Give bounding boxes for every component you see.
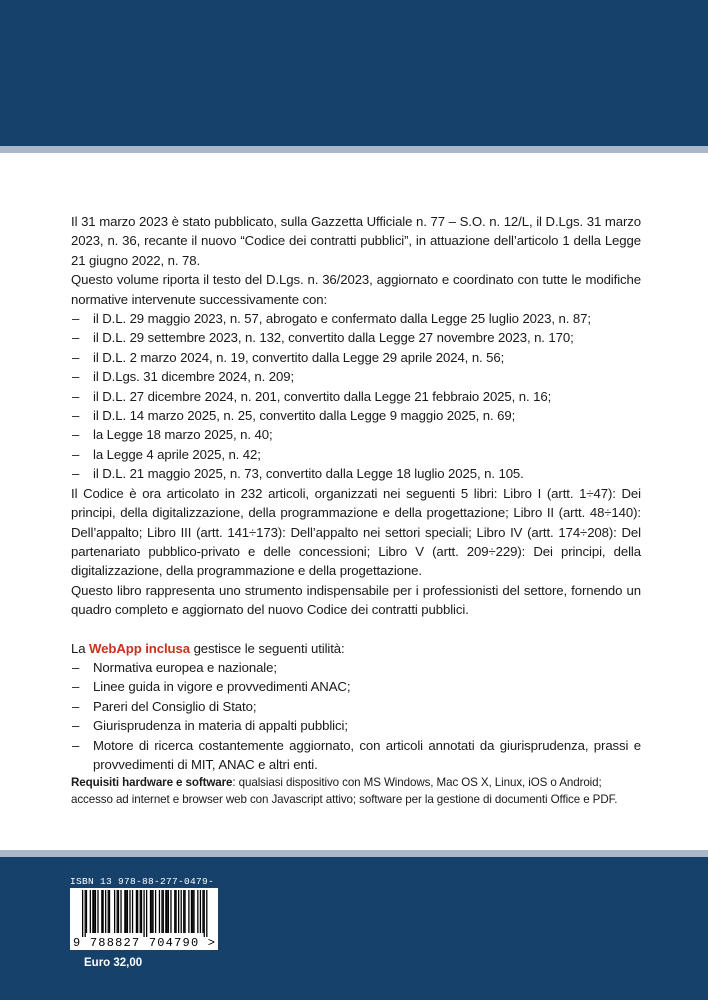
barcode-bar: [202, 890, 203, 933]
barcode-bar: [127, 890, 128, 933]
barcode-bar: [178, 890, 179, 933]
webapp-list: [71, 658, 641, 774]
barcode-bar: [90, 890, 91, 933]
barcode-bar: [152, 890, 153, 933]
barcode-bar: [86, 890, 87, 933]
barcode-digits: 9 788827 704790 >: [73, 936, 215, 950]
barcode-bar: [168, 890, 169, 933]
list-item: – il D.L. 14 marzo 2025, n. 25, convertito dalla Legge 9 maggio 2025, n. 69;: [71, 406, 641, 425]
barcode-bar: [92, 890, 93, 933]
bottom-divider-stripe: [0, 850, 708, 857]
webapp-suffix: gestisce le seguenti utilità:: [190, 640, 345, 656]
barcode-bar: [163, 890, 164, 933]
list-item: – il D.Lgs. 31 dicembre 2024, n. 209;: [71, 367, 641, 386]
barcode-bar: [192, 890, 193, 933]
barcode-bar: [184, 890, 185, 933]
barcode-bar: [143, 890, 144, 937]
barcode-bar: [150, 890, 151, 933]
back-cover-text: [71, 212, 641, 808]
barcode-bar: [141, 890, 142, 933]
barcode: [70, 888, 218, 950]
intro-paragraph: Il 31 marzo 2023 è stato pubblicato, sulla Gazzetta Ufficiale n. 77 – S.O. n. 12/L, il D.Lgs. 31 marzo 2023, n. 36, recante il nuovo “Codice dei contratti pubblici”, in attuazione dell’articolo 1 della Legge 21 giugno 2022, n. 78.: [71, 214, 641, 268]
barcode-bar: [105, 890, 106, 933]
barcode-bar: [126, 890, 127, 933]
barcode-bar: [118, 890, 119, 933]
barcode-bar: [181, 890, 182, 933]
list-item: – la Legge 18 marzo 2025, n. 40;: [71, 425, 641, 444]
barcode-bar: [124, 890, 125, 933]
barcode-bar: [159, 890, 160, 933]
barcode-bar: [109, 890, 110, 933]
barcode-bar: [102, 890, 103, 933]
barcode-graphic: [70, 888, 218, 950]
barcode-bar: [206, 890, 207, 937]
barcode-bar: [108, 890, 109, 933]
barcode-bar: [117, 890, 118, 933]
structure-paragraph: Il Codice è ora articolato in 232 articoli, organizzati nei seguenti 5 libri: Libro I (artt. 1÷47): Dei principi, della digitalizzazione, della programmazione e della progettazione; Libro II (artt. 48÷140): Dell’appalto; Libro III (artt. 141÷173): Dell’appalto nei settori speciali; Libro IV (artt. 174÷208): Del partenariato pubblico-privato e delle concessioni; Libro V (artt. 209÷229): Dei principi, della digitalizzazione, della programmazione e della progettazione.: [71, 485, 641, 579]
barcode-bar: [94, 890, 95, 933]
requirements-label: Requisiti hardware e software: [71, 776, 233, 790]
barcode-bar: [132, 890, 133, 933]
barcode-bar: [175, 890, 176, 933]
barcode-bar: [161, 890, 162, 933]
updates-list: [71, 309, 641, 484]
webapp-highlight: WebApp inclusa: [89, 640, 190, 656]
list-item: – Pareri del Consiglio di Stato;: [71, 697, 641, 716]
barcode-bar: [129, 890, 130, 933]
list-item: – Linee guida in vigore e provvedimenti ANAC;: [71, 677, 641, 696]
barcode-bar: [140, 890, 141, 933]
top-color-band: [0, 0, 708, 146]
barcode-bar: [85, 890, 86, 937]
barcode-bar: [191, 890, 192, 933]
list-item: – il D.L. 29 settembre 2023, n. 132, convertito dalla Legge 27 novembre 2023, n. 170;: [71, 328, 641, 347]
barcode-bar: [165, 890, 166, 933]
list-item: – il D.L. 2 marzo 2024, n. 19, convertito dalla Legge 29 aprile 2024, n. 56;: [71, 348, 641, 367]
list-item: – Motore di ricerca costantemente aggiornato, con articoli annotati da giurisprudenza, prassi e provvedimenti di MIT, ANAC e altri enti.: [71, 736, 641, 775]
barcode-bar: [114, 890, 115, 933]
barcode-bar: [174, 890, 175, 933]
barcode-bar: [101, 890, 102, 933]
price-label: Euro 32,00: [84, 957, 143, 969]
barcode-bar: [204, 890, 205, 937]
list-item: – la Legge 4 aprile 2025, n. 42;: [71, 445, 641, 464]
list-item: – Giurisprudenza in materia di appalti pubblici;: [71, 716, 641, 735]
barcode-bar: [136, 890, 137, 933]
barcode-bar: [197, 890, 198, 933]
top-divider-stripe: [0, 146, 708, 153]
barcode-bar: [95, 890, 96, 933]
list-item: – il D.L. 21 maggio 2025, n. 73, convertito dalla Legge 18 luglio 2025, n. 105.: [71, 464, 641, 483]
barcode-bar: [183, 890, 184, 933]
barcode-bar: [170, 890, 171, 933]
webapp-prefix: La: [71, 640, 90, 656]
isbn-label: ISBN 13 978-88-277-0479-: [70, 876, 215, 887]
barcode-bar: [193, 890, 194, 933]
barcode-bar: [82, 890, 83, 937]
list-item: – il D.L. 27 dicembre 2024, n. 201, convertito dalla Legge 21 febbraio 2025, n. 16;: [71, 387, 641, 406]
barcode-bar: [120, 890, 121, 933]
barcode-bar: [188, 890, 189, 933]
barcode-bar: [166, 890, 167, 933]
barcode-bar: [137, 890, 138, 933]
barcode-bar: [200, 890, 201, 933]
barcode-bar: [151, 890, 152, 933]
list-item: – il D.L. 29 maggio 2023, n. 57, abrogato e confermato dalla Legge 25 luglio 2023, n. 87;: [71, 309, 641, 328]
updates-intro: Questo volume riporta il testo del D.Lgs. n. 36/2023, aggiornato e coordinato con tutte le modifiche normative intervenute successivamente con:: [71, 272, 641, 307]
barcode-bar: [146, 890, 147, 937]
requirements-text: : qualsiasi dispositivo con MS Windows, Mac OS X, Linux, iOS o Android; accesso ad internet e browser web con Javascript attivo; software per la gestione di documenti Office e PDF.: [71, 776, 618, 807]
requirements-note: [71, 774, 641, 808]
list-item: – Normativa europea e nazionale;: [71, 658, 641, 677]
barcode-bar: [97, 890, 98, 933]
barcode-bar: [155, 890, 156, 933]
purpose-paragraph: Questo libro rappresenta uno strumento indispensabile per i professionisti del settore, fornendo un quadro completo e aggiornato del nuovo Codice dei contratti pubblici.: [71, 582, 641, 618]
webapp-intro: [71, 639, 641, 658]
